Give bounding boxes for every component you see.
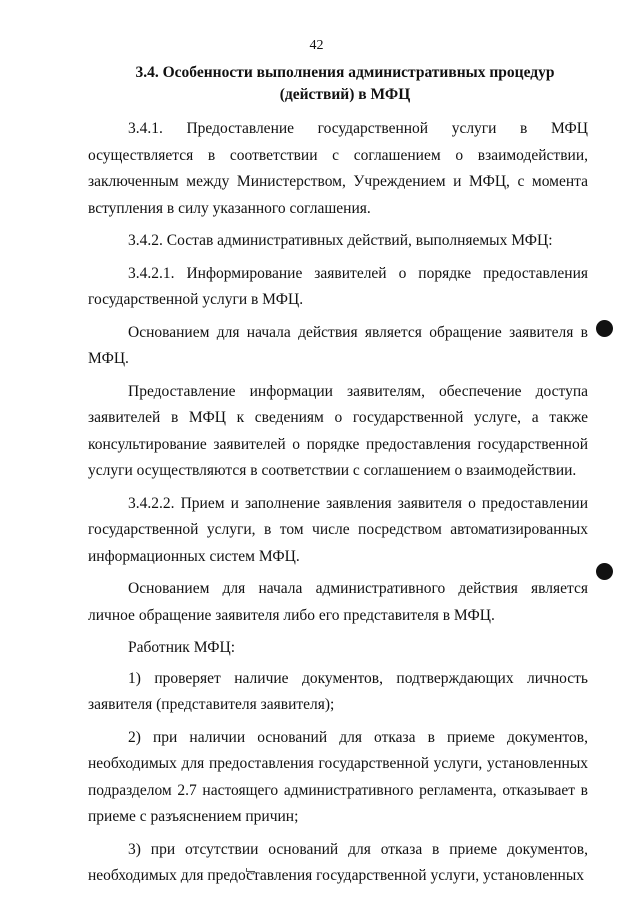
paragraph-3-4-2-1: 3.4.2.1. Информирование заявителей о порядке предоставления государственной услуги в МФЦ. [88,264,588,308]
list-item-1: 1) проверяет наличие документов, подтверждающих личность заявителя (представителя заявителя); [88,669,588,713]
document-body [88,116,588,896]
paragraph-3-4-2-2: 3.4.2.2. Прием и заполнение заявления заявителя о предоставлении государственной услуги, в том числе посредством автоматизированных информационных систем МФЦ. [88,494,588,565]
list-item-2: 2) при наличии оснований для отказа в приеме документов, необходимых для предоставления государственной услуги, установленных подразделом 2.7 настоящего административного регламента, отказывает в приеме с разъяснением причин; [88,728,588,825]
section-heading: 3.4. Особенности выполнения административных процедур (действий) в МФЦ [135,64,555,103]
paragraph-mfc-worker: Работник МФЦ: [128,639,236,656]
binder-hole-mark [596,563,613,580]
paragraph-3-4-1: 3.4.1. Предоставление государственной услуги в МФЦ осуществляется в соответствии с соглашением о взаимодействии, заключенным между Министерством, Учреждением и МФЦ, с момента вступления в силу указанного соглашения. [88,120,588,217]
paragraph-basis-informing: Основанием для начала действия является обращение заявителя в МФЦ. [88,323,588,367]
paragraph-basis-application: Основанием для начала административного действия является личное обращение заявителя либо его представителя в МФЦ. [88,580,588,624]
scan-artifact [246,868,255,872]
paragraph-information-provision: Предоставление информации заявителям, обеспечение доступа заявителей в МФЦ к сведениям о государственной услуге, а также консультирование заявителей о порядке предоставления государственной услуги осуществляются в соответствии с соглашением о взаимодействии. [88,382,588,479]
list-item-3: 3) при отсутствии оснований для отказа в приеме документов, необходимых для предоставления государственной услуги, установленных [88,840,588,884]
page-number: 42 [309,38,324,53]
paragraph-3-4-2: 3.4.2. Состав административных действий, выполняемых МФЦ: [128,232,553,249]
binder-hole-mark [596,320,613,337]
